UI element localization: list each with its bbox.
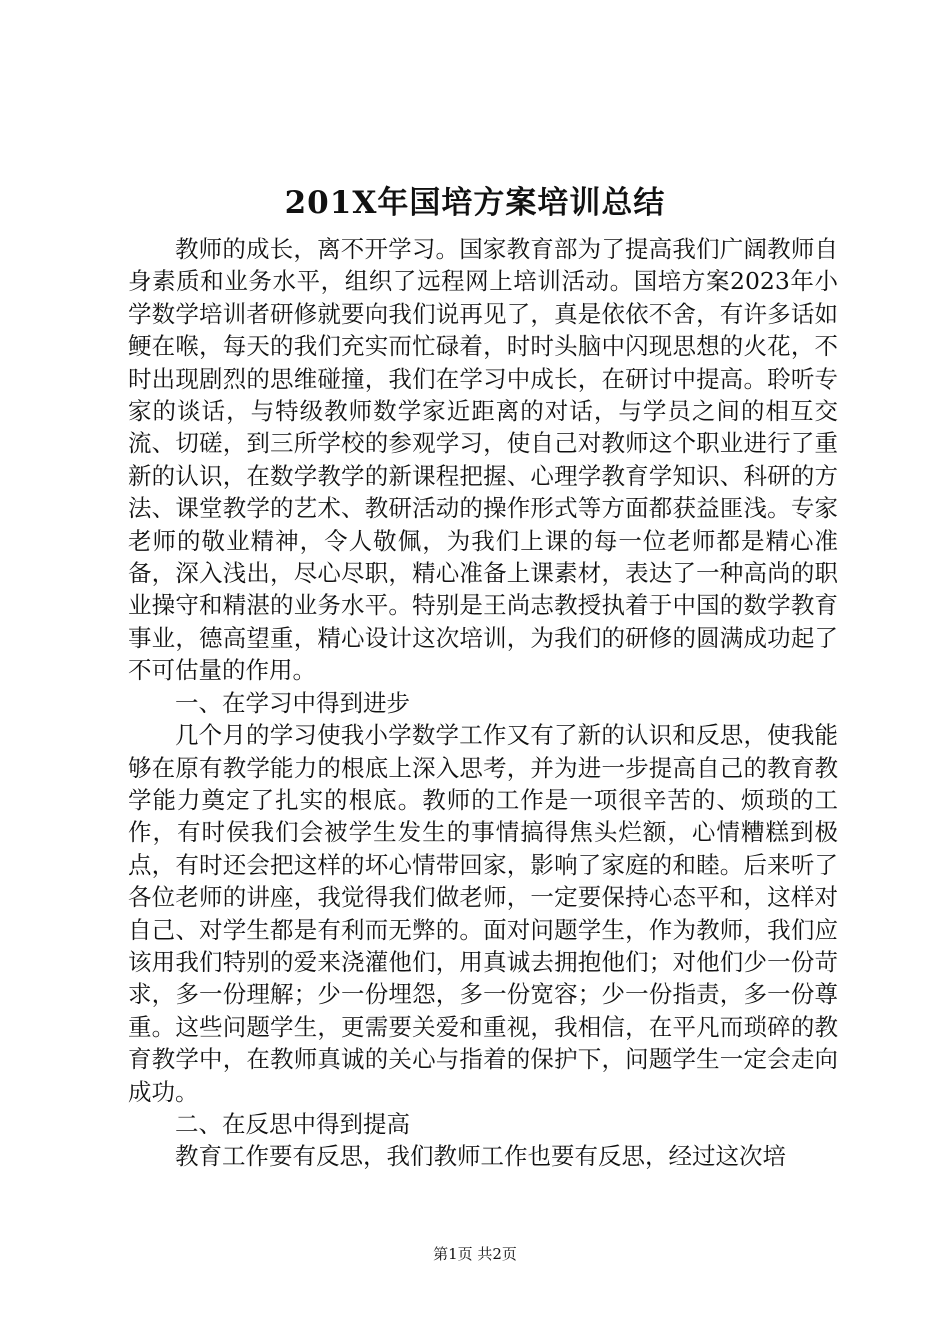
page-footer: 第1页 共2页 — [433, 1245, 517, 1263]
document-body — [128, 233, 838, 1173]
section-1-paragraph: 几个月的学习使我小学数学工作又有了新的认识和反思，使我能够在原有教学能力的根底上深入思考，并为进一步提高自己的教育教学能力奠定了扎实的根底。教师的工作是一项很辛苦的、烦琐的工作，有时侯我们会被学生发生的事情搞得焦头烂额，心情糟糕到极点，有时还会把这样的坏心情带回家，影响了家庭的和睦。后来听了各位老师的讲座，我觉得我们做老师，一定要保持心态平和，这样对自己、对学生都是有利而无弊的。面对问题学生，作为教师，我们应该用我们特别的爱来浇灌他们，用真诚去拥抱他们；对他们少一份苛求，多一份理解；少一份埋怨，多一份宽容；少一份指责，多一份尊重。这些问题学生，更需要关爱和重视，我相信，在平凡而琐碎的教育教学中，在教师真诚的关心与指着的保护下，问题学生一定会走向成功。 — [128, 721, 838, 1106]
section-heading-2: 二、在反思中得到提高 — [175, 1109, 410, 1138]
section-2-paragraph: 教育工作要有反思，我们教师工作也要有反思，经过这次培 — [175, 1142, 786, 1171]
section-heading-1: 一、在学习中得到进步 — [175, 688, 410, 717]
intro-paragraph: 教师的成长，离不开学习。国家教育部为了提高我们广阔教师自身素质和业务水平，组织了远程网上培训活动。国培方案2023年小学数学培训者研修就要向我们说再见了，真是依依不舍，有许多话如鲠在喉，每天的我们充实而忙碌着，时时头脑中闪现思想的火花，不时出现剧烈的思维碰撞，我们在学习中成长，在研讨中提高。聆听专家的谈话，与特级教师数学家近距离的对话，与学员之间的相互交流、切磋，到三所学校的参观学习，使自己对教师这个职业进行了重新的认识，在数学教学的新课程把握、心理学教育学知识、科研的方法、课堂教学的艺术、教研活动的操作形式等方面都获益匪浅。专家老师的敬业精神，令人敬佩，为我们上课的每一位老师都是精心准备，深入浅出，尽心尽职，精心准备上课素材，表达了一种高尚的职业操守和精湛的业务水平。特别是王尚志教授执着于中国的数学教育事业，德高望重，精心设计这次培训，为我们的研修的圆满成功起了不可估量的作用。 — [128, 235, 838, 685]
document-title: 201X年国培方案培训总结 — [284, 185, 666, 221]
